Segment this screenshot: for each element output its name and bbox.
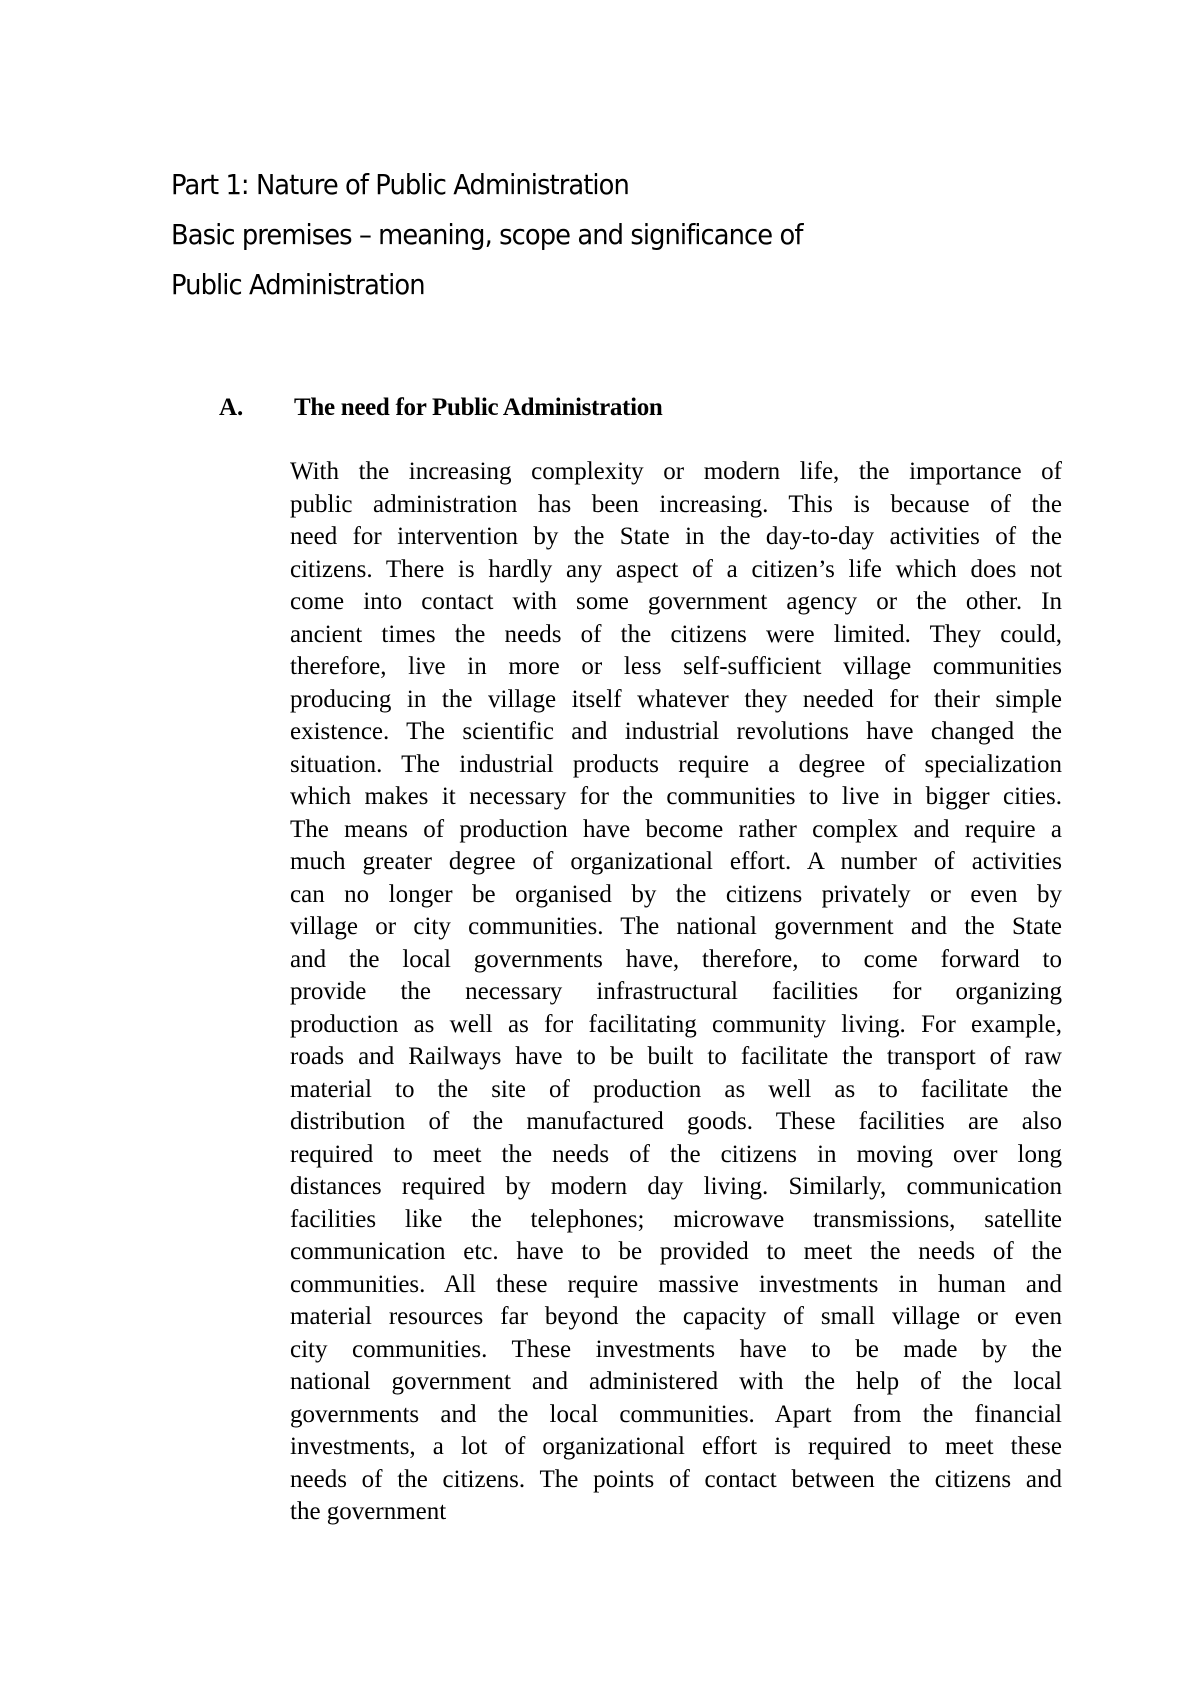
body-line: provide the necessary infrastructural facilities for organizing [290,978,1062,1005]
body-line: come into contact with some government agency or the other. In [290,588,1062,615]
body-line: distances required by modern day living. Similarly, communication [290,1173,1062,1200]
body-line: the government [290,1498,447,1525]
page-title [171,160,999,310]
body-line: citizens. There is hardly any aspect of a citizen’s life which does not [290,555,1062,583]
body-line: existence. The scientific and industrial revolutions have changed the [290,718,1062,745]
body-line: The means of production have become rather complex and require a [290,815,1062,843]
body-line: and the local governments have, therefore, to come forward to [290,945,1062,973]
body-line: communities. All these require massive investments in human and [290,1270,1062,1298]
body-line: investments, a lot of organizational effort is required to meet these [290,1433,1062,1460]
body-line: roads and Railways have to be built to facilitate the transport of raw [290,1043,1062,1070]
body-line: national government and administered with the help of the local [290,1368,1062,1395]
section-title: The need for Public Administration [294,394,663,421]
body-line: distribution of the manufactured goods. These facilities are also [290,1108,1062,1135]
body-line: needs of the citizens. The points of contact between the citizens and [290,1465,1062,1493]
body-paragraph [290,456,1062,1529]
body-line: much greater degree of organizational effort. A number of activities [290,848,1062,875]
body-line: governments and the local communities. Apart from the financial [290,1400,1062,1428]
body-line: production as well as for facilitating community living. For example, [290,1010,1062,1038]
body-line: need for intervention by the State in the day-to-day activities of the [290,523,1062,550]
body-line: ancient times the needs of the citizens were limited. They could, [290,620,1062,648]
title-line-2: Basic premises – meaning, scope and significance of [171,218,803,251]
body-line: With the increasing complexity or modern life, the importance of [290,458,1062,485]
body-line: village or city communities. The national government and the State [290,913,1062,940]
body-line: required to meet the needs of the citizens in moving over long [290,1140,1062,1168]
body-line: facilities like the telephones; microwave transmissions, satellite [290,1205,1062,1233]
title-line-3: Public Administration [171,268,425,301]
section-letter: A. [219,394,244,421]
body-line: public administration has been increasing. This is because of the [290,490,1062,518]
body-line: city communities. These investments have to be made by the [290,1335,1062,1363]
body-line: situation. The industrial products require a degree of specialization [290,750,1062,778]
body-line: material resources far beyond the capacity of small village or even [290,1303,1062,1330]
body-line: communication etc. have to be provided to meet the needs of the [290,1238,1062,1265]
body-line: therefore, live in more or less self-sufficient village communities [290,653,1062,680]
body-line: producing in the village itself whatever they needed for their simple [290,685,1062,713]
body-line: which makes it necessary for the communities to live in bigger cities. [290,783,1062,810]
body-line: material to the site of production as well as to facilitate the [290,1075,1062,1103]
title-line-1: Part 1: Nature of Public Administration [171,168,629,201]
body-line: can no longer be organised by the citizens privately or even by [290,880,1062,908]
